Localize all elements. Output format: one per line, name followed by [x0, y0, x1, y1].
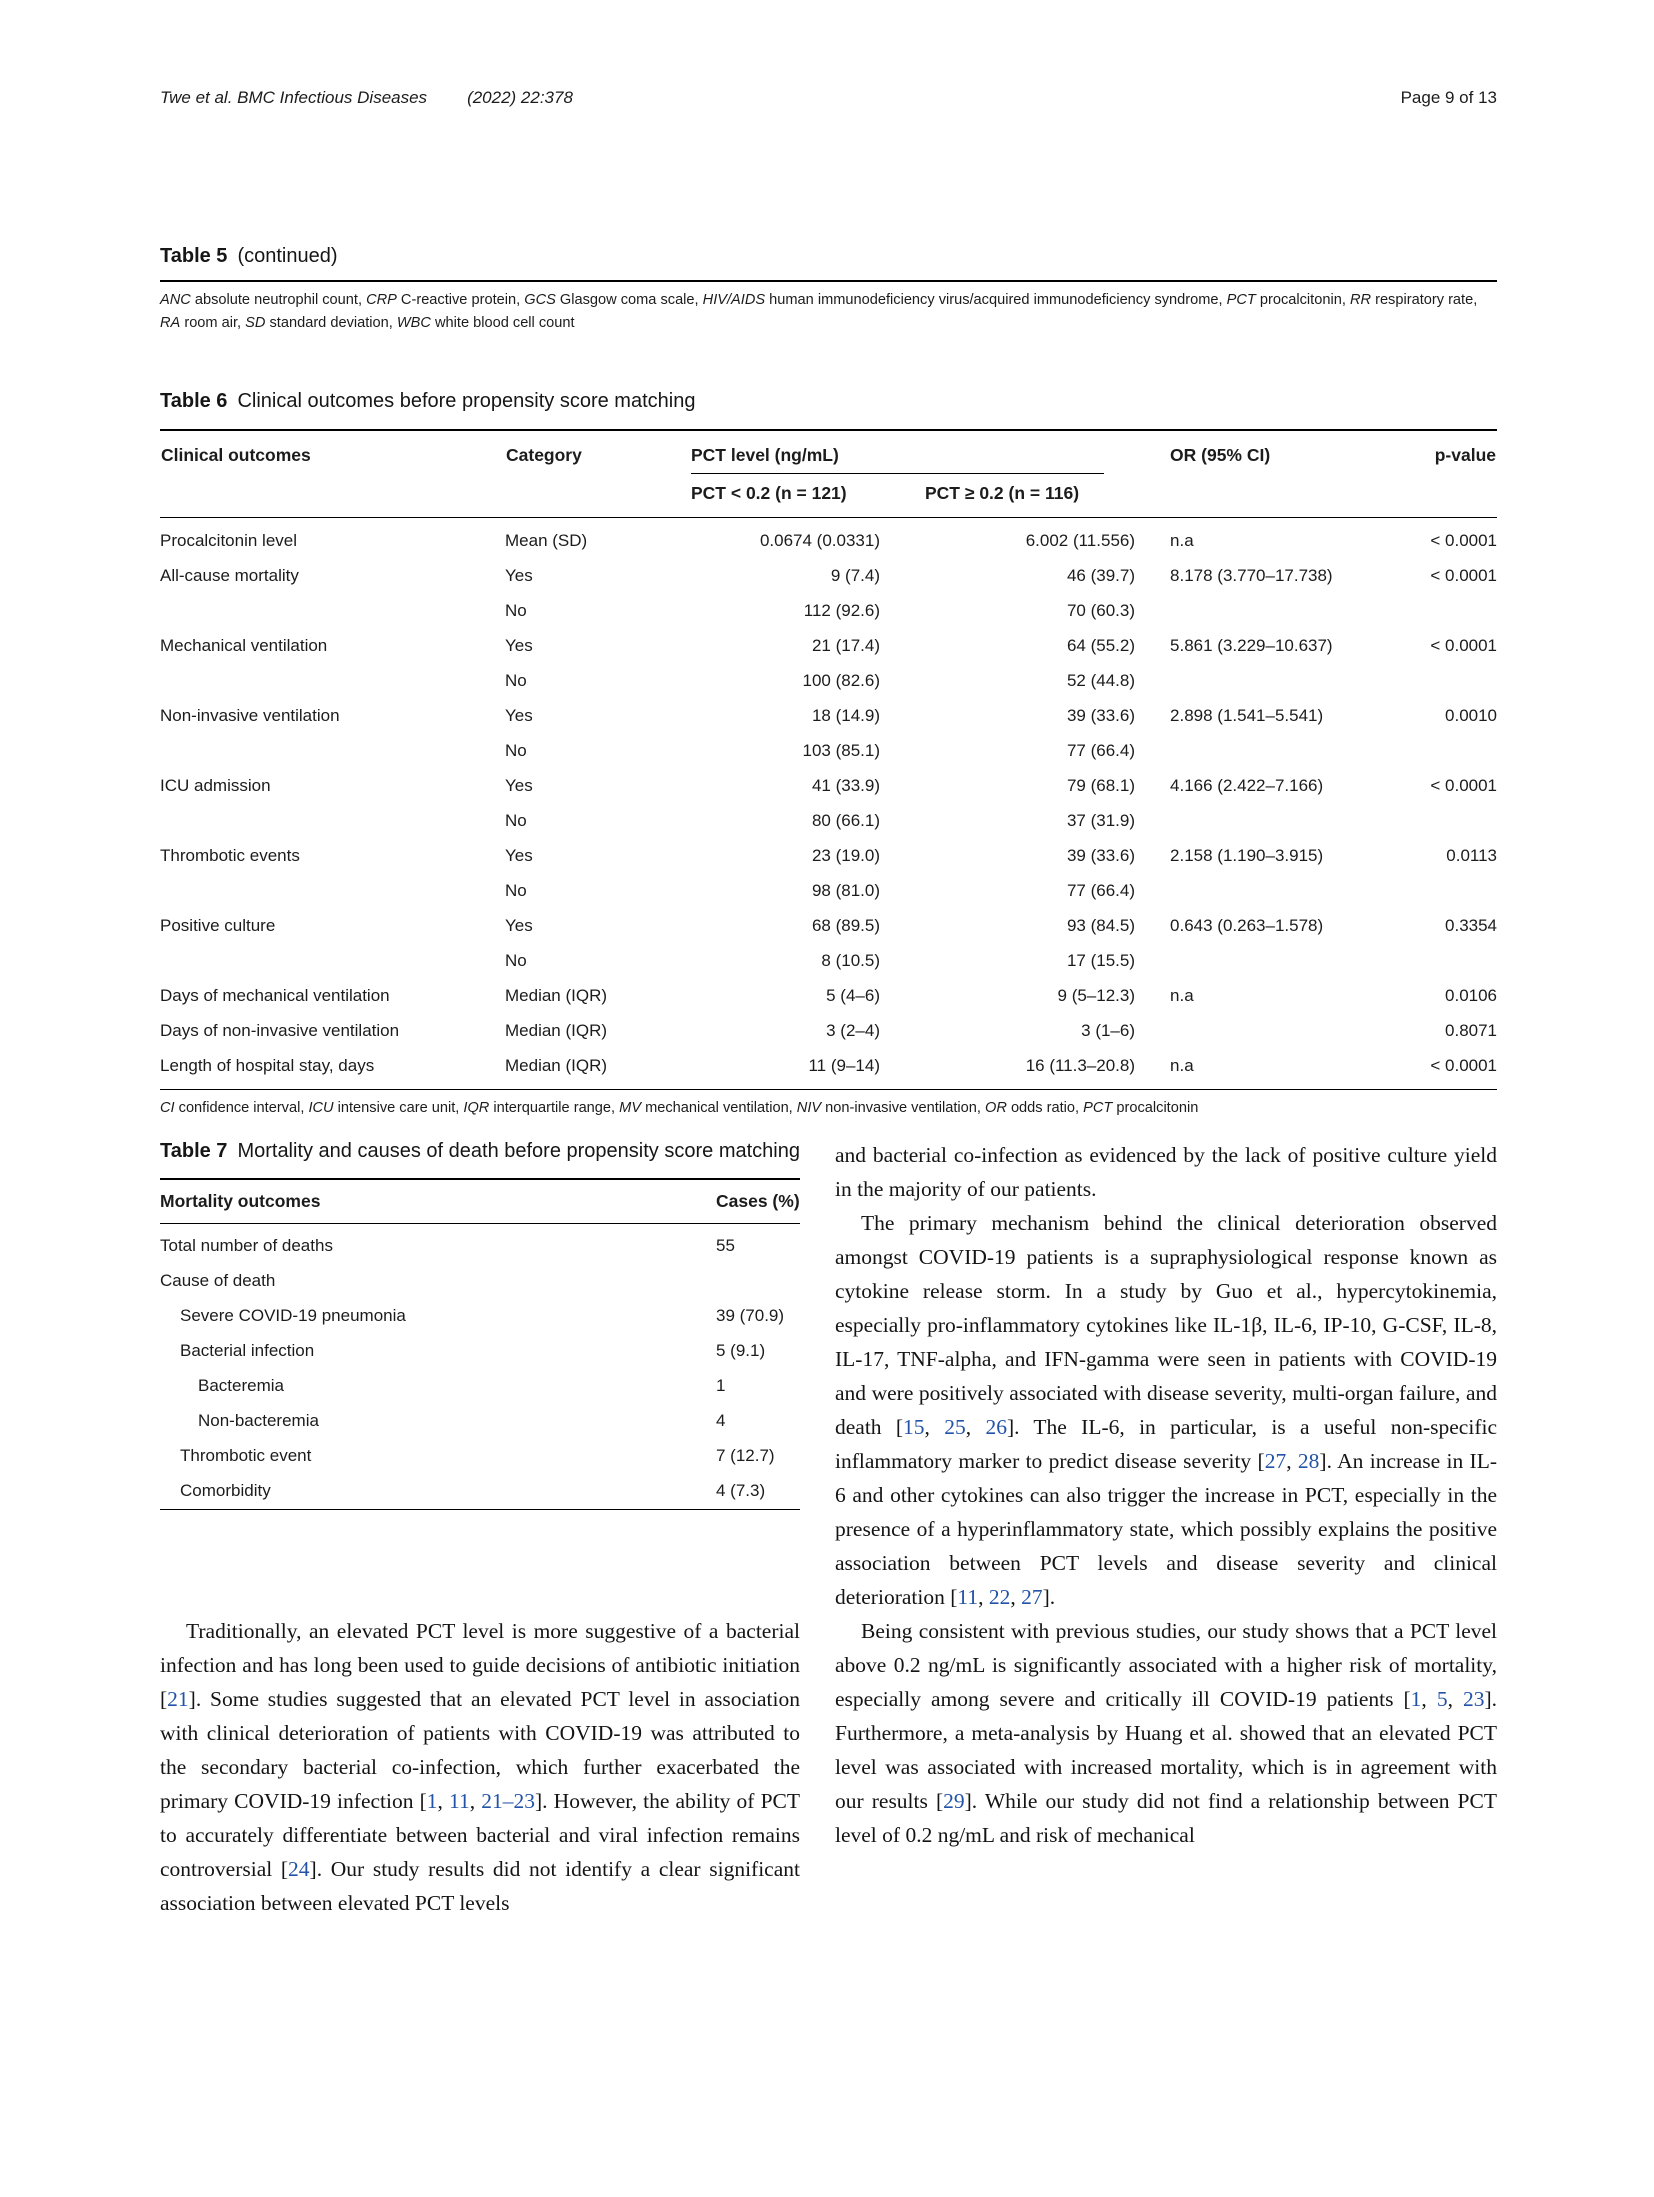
table6-cell-p: 0.3354: [1445, 916, 1498, 935]
table6-cell-or: 4.166 (2.422–7.166): [1170, 776, 1324, 795]
table6-cell-pct_lt: 68 (89.5): [811, 916, 880, 935]
table6-row: [160, 664, 1497, 699]
table6-cell-p: [1370, 594, 1497, 629]
table6-cell-pct_lt: 23 (19.0): [811, 846, 880, 865]
citation-link[interactable]: 25: [944, 1415, 966, 1439]
abbrev-term: RA: [160, 314, 181, 331]
table6-cell-pct_lt: 5 (4–6): [826, 986, 880, 1005]
table6-cell-or: 8.178 (3.770–17.738): [1170, 566, 1333, 585]
table6-cell-category: Yes: [505, 636, 533, 655]
table7-cell-value: 4 (7.3): [716, 1481, 766, 1500]
abbrev-term: ANC: [160, 292, 191, 308]
table6-row: [160, 1014, 1497, 1049]
table6-cell-or: 0.643 (0.263–1.578): [1170, 916, 1324, 935]
journal-citation: [160, 88, 573, 108]
paragraph: Being consistent with previous studies, our study shows that a PCT level above 0.2 ng/mL is significantly associated with a higher risk of mortality, especially among severe and critically ill COVID-19 patients [1, 5, 23]. Furthermore, a meta-analysis by Huang et al. showed that an elevated PCT level was associated with increased mortality, which is in agreement with our results [29]. While our study did not find a relationship between PCT level of 0.2 ng/mL and risk of mechanical: [835, 1619, 1498, 1847]
table7-cell-label: Cause of death: [160, 1271, 276, 1290]
abbrev-term: SD: [245, 314, 266, 331]
table6-cell-pct_ge: 70 (60.3): [1066, 601, 1136, 620]
table6-row: [160, 839, 1497, 874]
table6-row: [160, 944, 1497, 979]
table7-row: [160, 1439, 800, 1474]
table6-cell-pct_ge: 9 (5–12.3): [1057, 986, 1136, 1005]
table6-cell-pct_lt: 112 (92.6): [803, 601, 880, 620]
abbrev-term: CI: [160, 1100, 175, 1116]
col-header-pct-lt: PCT < 0.2 (n = 121): [690, 475, 880, 518]
col-header-pct-ge: PCT ≥ 0.2 (n = 116): [880, 475, 1135, 518]
table6-cell-or: 2.158 (1.190–3.915): [1170, 846, 1324, 865]
table6-cell-pct_lt: 0.0674 (0.0331): [759, 531, 880, 550]
table6-cell-outcome: Thrombotic events: [160, 846, 300, 865]
table6-row: [160, 769, 1497, 804]
citation-link[interactable]: 28: [1297, 1449, 1320, 1473]
abbrev-term: RR: [1349, 292, 1372, 308]
citation-link[interactable]: 21–23: [481, 1789, 535, 1813]
table6-cell-category: No: [505, 671, 527, 690]
table6-cell-p: [1370, 804, 1497, 839]
table7: [160, 1178, 800, 1510]
col-header-category: Category: [505, 430, 690, 518]
table6-cell-pct_ge: 17 (15.5): [1066, 951, 1136, 970]
table6-cell-category: Yes: [505, 566, 533, 585]
abbrev-term: HIV/AIDS: [702, 292, 766, 308]
table6-block: [160, 388, 1497, 1120]
table6-cell-or: n.a: [1170, 986, 1194, 1005]
table6-cell-outcome: Days of non-invasive ventilation: [160, 1021, 400, 1040]
citation-link[interactable]: 11: [449, 1789, 470, 1813]
table7-cell-value: 4: [716, 1411, 726, 1430]
table7-title: Mortality and causes of death before propensity score matching: [237, 1140, 800, 1162]
table5-footnote: ANC absolute neutrophil count, CRP C-reactive protein, GCS Glasgow coma scale, HIV/AIDS human immunodeficiency virus/acquired immunodeficiency syndrome, PCT procalcitonin, RR respiratory rate, RA room air, SD standard deviation, WBC white blood cell count: [160, 292, 1478, 331]
table6-cell-pct_lt: 100 (82.6): [802, 671, 880, 690]
table6-cell-outcome: [160, 944, 505, 979]
table6-cell-or: [1135, 874, 1370, 909]
table7-block: [160, 1138, 800, 1510]
abbrev-term: ICU: [308, 1100, 334, 1116]
abbrev-term: OR: [985, 1100, 1007, 1116]
paragraph: and bacterial co-infection as evidenced by the lack of positive culture yield in the majority of our patients.: [835, 1143, 1497, 1201]
table6-cell-pct_lt: 21 (17.4): [811, 636, 880, 655]
citation-link[interactable]: 21: [167, 1687, 189, 1711]
table6-cell-pct_lt: 103 (85.1): [802, 741, 880, 760]
table7-cell-label: Bacteremia: [198, 1376, 284, 1395]
table6-cell-or: n.a: [1170, 531, 1194, 550]
paragraph: The primary mechanism behind the clinical deterioration observed amongst COVID-19 patients is a supraphysiological response known as cytokine release storm. In a study by Guo et al., hypercytokinemia, especially pro-inflammatory cytokines like IL-1β, IL-6, IP-10, G-CSF, IL-8, IL-17, TNF-alpha, and IFN-gamma were seen in patients with COVID-19 and were positively associated with disease severity, multi-organ failure, and death [15, 25, 26]. The IL-6, in particular, is a useful non-specific inflammatory marker to predict disease severity [27, 28]. An increase in IL-6 and other cytokines can also trigger the increase in PCT, especially in the presence of a hyperinflammatory state, which possibly explains the positive association between PCT levels and disease severity and clinical deterioration [11, 22, 27].: [835, 1211, 1497, 1609]
table6-cell-outcome: ICU admission: [160, 776, 271, 795]
table6-cell-pct_lt: 80 (66.1): [811, 811, 880, 830]
table7-cell-value: 5 (9.1): [716, 1341, 766, 1360]
table6-cell-or: [1135, 664, 1370, 699]
table6-cell-outcome: Days of mechanical ventilation: [160, 986, 390, 1005]
table6-cell-pct_ge: 77 (66.4): [1066, 881, 1136, 900]
abbrev-term: WBC: [396, 314, 431, 331]
table6-row: [160, 804, 1497, 839]
citation-link[interactable]: 27: [1021, 1585, 1043, 1609]
table7-label: Table 7: [160, 1140, 228, 1162]
table6-cell-p: [1370, 734, 1497, 769]
table6-cell-or: [1135, 804, 1370, 839]
table6-cell-category: Median (IQR): [505, 1021, 608, 1040]
col-header-mortality-outcomes: Mortality outcomes: [160, 1179, 716, 1224]
table6-cell-category: Yes: [505, 776, 533, 795]
table7-row: [160, 1264, 800, 1299]
table7-row: [160, 1369, 800, 1404]
table7-cell-value: [716, 1264, 800, 1299]
table6-row: [160, 629, 1497, 664]
table6-cell-pct_lt: 11 (9–14): [808, 1056, 880, 1075]
col-header-pvalue: p-value: [1370, 430, 1497, 518]
citation-link[interactable]: 24: [288, 1857, 310, 1881]
table6-row: [160, 559, 1497, 594]
table6-cell-category: Yes: [505, 846, 533, 865]
table6-cell-pct_ge: 39 (33.6): [1066, 846, 1136, 865]
table6-cell-or: [1135, 734, 1370, 769]
citation-link[interactable]: 27: [1264, 1449, 1287, 1473]
table7-cell-value: 39 (70.9): [716, 1306, 785, 1325]
col-header-or: OR (95% CI): [1135, 430, 1370, 518]
col-header-cases: Cases (%): [716, 1179, 800, 1224]
table6-row: [160, 734, 1497, 769]
table6-cell-category: No: [505, 881, 527, 900]
table6-cell-outcome: Procalcitonin level: [160, 531, 298, 550]
table6-cell-pct_ge: 79 (68.1): [1066, 776, 1136, 795]
table6-row: [160, 594, 1497, 629]
table6-cell-pct_ge: 46 (39.7): [1066, 566, 1136, 585]
table7-cell-value: 7 (12.7): [716, 1446, 775, 1465]
abbrev-term: MV: [619, 1100, 642, 1116]
table6-cell-or: [1135, 594, 1370, 629]
table7-cell-label: Non-bacteremia: [198, 1411, 319, 1430]
table6-cell-or: 5.861 (3.229–10.637): [1170, 636, 1333, 655]
page-number: Page 9 of 13: [1400, 88, 1497, 107]
table6-cell-category: Median (IQR): [505, 986, 608, 1005]
table6-cell-pct_ge: 52 (44.8): [1066, 671, 1136, 690]
table6-heading: [160, 388, 1497, 415]
table6-cell-pct_ge: 39 (33.6): [1066, 706, 1136, 725]
table6-cell-p: [1370, 944, 1497, 979]
table6-cell-outcome: [160, 594, 505, 629]
table6-cell-pct_lt: 98 (81.0): [811, 881, 880, 900]
paragraph: Traditionally, an elevated PCT level is more suggestive of a bacterial infection and has long been used to guide decisions of antibiotic initiation [21]. Some studies suggested that an elevated PCT level in association with clinical deterioration of patients with COVID-19 was attributed to the secondary bacterial co-infection, which further exacerbated the primary COVID-19 infection [1, 11, 21–23]. However, the ability of PCT to accurately differentiate between bacterial and viral infection remains controversial [24]. Our study results did not identify a clear significant association between elevated PCT levels: [160, 1619, 801, 1915]
table6-cell-category: No: [505, 741, 527, 760]
two-column-text: [160, 1138, 1497, 1920]
table7-cell-label: Severe COVID-19 pneumonia: [180, 1306, 406, 1325]
table6: [160, 429, 1497, 1090]
right-column: [835, 1138, 1497, 1920]
table6-cell-outcome: All-cause mortality: [160, 566, 299, 585]
table6-cell-pct_lt: 41 (33.9): [811, 776, 880, 795]
table7-row: [160, 1334, 800, 1369]
table7-cell-value: 55: [716, 1236, 735, 1255]
table6-cell-p: 0.0010: [1445, 706, 1498, 725]
left-column: [160, 1138, 800, 1920]
table7-row: [160, 1299, 800, 1334]
citation-link[interactable]: 15: [903, 1415, 925, 1439]
table6-cell-pct_lt: 8 (10.5): [821, 951, 880, 970]
rule: [160, 280, 1497, 282]
table6-title: Clinical outcomes before propensity score matching: [237, 390, 696, 412]
citation-link[interactable]: 11: [957, 1585, 979, 1609]
table6-row: [160, 909, 1497, 944]
table6-row: [160, 518, 1497, 560]
table6-cell-category: No: [505, 951, 527, 970]
citation-link[interactable]: 5: [1436, 1687, 1448, 1711]
citation-link[interactable]: 23: [1462, 1687, 1485, 1711]
table7-row: [160, 1474, 800, 1510]
table6-row: [160, 874, 1497, 909]
table6-cell-p: [1370, 874, 1497, 909]
abbrev-term: IQR: [463, 1100, 490, 1116]
table6-cell-pct_ge: 64 (55.2): [1066, 636, 1136, 655]
table6-cell-outcome: [160, 804, 505, 839]
table5-label: Table 5: [160, 245, 228, 267]
table7-header: [160, 1179, 800, 1224]
table5-heading: [160, 243, 1497, 270]
table6-cell-p: 0.0106: [1445, 986, 1498, 1005]
table6-cell-pct_lt: 9 (7.4): [830, 566, 880, 585]
abbrev-term: NIV: [796, 1100, 822, 1116]
table6-cell-p: < 0.0001: [1430, 531, 1498, 550]
table7-cell-label: Thrombotic event: [180, 1446, 312, 1465]
table6-cell-p: < 0.0001: [1430, 776, 1498, 795]
table6-cell-outcome: Mechanical ventilation: [160, 636, 328, 655]
table6-cell-p: < 0.0001: [1430, 1056, 1498, 1075]
table6-cell-outcome: [160, 734, 505, 769]
abbrev-term: GCS: [524, 292, 556, 308]
table6-cell-or: [1135, 1014, 1370, 1049]
table7-heading: [160, 1138, 800, 1165]
table6-cell-category: Mean (SD): [505, 531, 588, 550]
citation-link[interactable]: 1: [1410, 1687, 1422, 1711]
table6-cell-or: n.a: [1170, 1056, 1194, 1075]
table6-cell-p: 0.8071: [1445, 1021, 1498, 1040]
table6-cell-outcome: [160, 664, 505, 699]
table7-row: [160, 1404, 800, 1439]
table6-cell-category: No: [505, 601, 527, 620]
table6-label: Table 6: [160, 390, 228, 412]
table6-cell-p: < 0.0001: [1430, 566, 1498, 585]
table7-cell-label: Comorbidity: [180, 1481, 271, 1500]
table6-cell-p: [1370, 664, 1497, 699]
table6-cell-p: 0.0113: [1446, 846, 1498, 865]
col-header-clinical-outcomes: Clinical outcomes: [160, 430, 505, 518]
table6-cell-pct_ge: 93 (84.5): [1066, 916, 1136, 935]
table7-cell-label: Total number of deaths: [160, 1236, 333, 1255]
table6-cell-category: Yes: [505, 706, 533, 725]
table6-cell-category: No: [505, 811, 527, 830]
citation-link[interactable]: 1: [426, 1789, 438, 1813]
journal-authors: Twe et al. BMC Infectious Diseases: [160, 88, 428, 107]
table6-row: [160, 979, 1497, 1014]
abbrev-term: PCT: [1083, 1100, 1113, 1116]
table6-row: [160, 699, 1497, 734]
page-header: [160, 88, 1497, 108]
table6-cell-pct_lt: 3 (2–4): [826, 1021, 880, 1040]
table7-cell-label: Bacterial infection: [180, 1341, 315, 1360]
citation-link[interactable]: 22: [988, 1585, 1011, 1609]
table6-cell-pct_ge: 77 (66.4): [1066, 741, 1136, 760]
table6-cell-p: < 0.0001: [1430, 636, 1498, 655]
table6-cell-outcome: Non-invasive ventilation: [160, 706, 340, 725]
table6-cell-or: [1135, 944, 1370, 979]
citation-link[interactable]: 29: [943, 1789, 965, 1813]
table7-cell-value: 1: [716, 1376, 726, 1395]
table6-cell-outcome: [160, 874, 505, 909]
table6-header: [160, 430, 1497, 518]
table6-footnote: CI confidence interval, ICU intensive care unit, IQR interquartile range, MV mechanical ventilation, NIV non-invasive ventilation, OR odds ratio, PCT procalcitonin: [160, 1100, 1199, 1116]
table5-continued-block: [160, 243, 1497, 334]
table6-cell-pct_ge: 16 (11.3–20.8): [1025, 1056, 1136, 1075]
abbrev-term: PCT: [1226, 292, 1256, 308]
table5-continued: (continued): [237, 245, 338, 267]
table6-cell-category: Yes: [505, 916, 533, 935]
table6-cell-pct_lt: 18 (14.9): [811, 706, 880, 725]
table6-cell-outcome: Positive culture: [160, 916, 276, 935]
table6-row: [160, 1049, 1497, 1090]
table7-row: [160, 1224, 800, 1265]
table6-cell-or: 2.898 (1.541–5.541): [1170, 706, 1324, 725]
citation-link[interactable]: 26: [985, 1415, 1007, 1439]
table6-cell-pct_ge: 6.002 (11.556): [1025, 531, 1136, 550]
col-header-pct-group: PCT level (ng/mL): [690, 430, 1135, 475]
journal-volume: (2022) 22:378: [467, 88, 573, 107]
table6-cell-pct_ge: 37 (31.9): [1066, 811, 1136, 830]
table6-cell-outcome: Length of hospital stay, days: [160, 1056, 375, 1075]
abbrev-term: CRP: [366, 292, 397, 308]
table6-cell-category: Median (IQR): [505, 1056, 608, 1075]
table6-cell-pct_ge: 3 (1–6): [1081, 1021, 1136, 1040]
